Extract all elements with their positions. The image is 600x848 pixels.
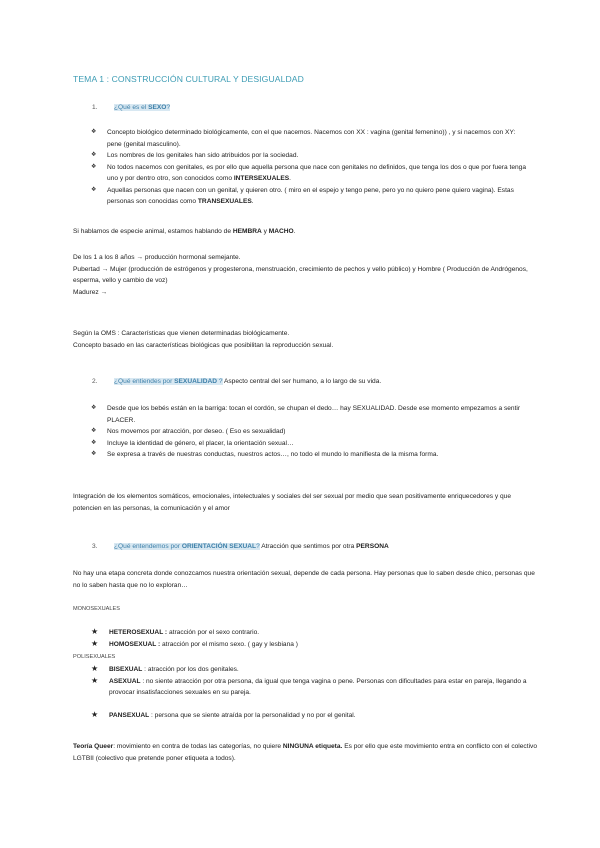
term: PANSEXUAL [109,711,150,719]
queer-paragraph [73,741,537,764]
sexualidad-bullet-list [91,403,531,461]
item-text: Desde que los bebés están en la barriga: tocan el cordón, se chupan el dedo… hay SEXUALIDAD. Desde ese momento empezamos a sentir PLACER. [107,405,521,424]
star-bullet-icon: ★ [91,675,99,685]
question-end: ? [166,104,171,111]
orientation-paragraph: No hay una etapa concreta donde conozcamos nuestra orientación sexual, depende de cada persona. Hay personas que lo saben desde chico, personas que no lo saben hasta que no lo exploran… [73,570,535,589]
question-number: 3. [92,543,98,550]
text: . [293,228,296,235]
definition: : persona que se siente atraída por la personalidad y no por el genital. [149,711,356,719]
line: Madurez → [73,288,108,296]
animal-paragraph [73,226,533,238]
question-answer: Atracción que sentimos por otra [259,543,357,550]
text: Si hablamos de especie animal, estamos hablando de [73,228,233,235]
diamond-bullet-icon: ❖ [91,163,97,170]
diamond-bullet-icon: ❖ [91,451,97,457]
item-keyword: TRANSEXUALES [197,198,252,205]
list-item [91,710,531,722]
list-item [91,449,531,461]
question-answer: Aspecto central del ser humano, a lo largo de su vida. [222,378,382,385]
text: Es por ello que este movimiento entra en conflicto con el colectivo LGTBII (colectivo que pretende poner etiqueta a todos). [73,743,537,762]
star-bullet-icon: ★ [91,638,99,648]
list-item [91,676,531,699]
diamond-bullet-icon: ❖ [91,129,97,135]
term: HETEROSEXUAL : [109,629,168,636]
question-text: ¿Qué entiendes por [114,378,175,385]
question-2 [92,378,381,385]
list-item [91,185,531,208]
diamond-bullet-icon: ❖ [91,186,97,193]
text: y [261,228,269,235]
term: ASEXUAL [109,677,141,685]
star-bullet-icon: ★ [91,627,99,636]
star-bullet-icon: ★ [91,664,99,673]
list-item [91,162,531,185]
question-text: ¿Qué entendemos por [114,543,182,550]
list-item [91,426,531,438]
question-number: 1. [92,104,98,111]
item-text: No todos nacemos con genitales, es por ello que aquella persona que nace con genitales no definidos, que tenga los dos o que por fuera tenga uno y por dentro otro, son conocidos como [107,163,526,182]
ages-paragraph [73,252,543,298]
keyword: HEMBRA [232,228,262,235]
monosexuales-label: MONOSEXUALES [73,606,120,612]
question-number: 2. [92,378,98,385]
definition: atracción por el mismo sexo. ( gay y lesbiana ) [160,640,298,648]
question-keyword: SEXO [148,104,167,111]
line: De los 1 a los 8 años → producción hormonal semejante. [73,254,241,261]
question-text: ¿Qué es el [114,104,149,111]
line: Concepto basado en las características biológicas que posibilitan la reproducción sexual. [73,341,334,349]
monosexuales-list [91,627,531,650]
diamond-bullet-icon: ❖ [91,152,97,158]
keyword: MACHO [268,228,294,235]
definition: : atracción por los dos genitales. [142,666,239,673]
item-text: Incluye la identidad de género, el placer, la orientación sexual… [107,439,294,447]
item-text: Aquellas personas que nacen con un genital, y quieren otro. ( miro en el espejo y tengo pene, pero yo no quiero pene quiero vagina). Estas personas son conocidas como [107,186,514,205]
term: BISEXUAL [109,666,143,673]
item-text: . [251,198,254,205]
question-answer-keyword: PERSONA [356,543,389,550]
list-item [91,639,531,651]
item-text: . [289,175,291,182]
line: Pubertad → Mujer (producción de estrógenos y progesterona, menstruación, crecimiento de pechos y vello público) y Hombre ( Producción de Andrógenos, esperma, vello y cambio de voz) [73,265,528,284]
line: Según la OMS : Características que vienen determinadas biológicamente. [73,330,290,337]
list-item [91,403,531,426]
sexo-bullet-list [91,127,531,208]
definition: atracción por el sexo contrario. [167,629,260,636]
item-text: Los nombres de los genitales han sido atribuidos por la sociedad. [107,152,299,159]
list-item [91,627,531,639]
polisexuales-list [91,664,531,721]
list-item [91,438,531,450]
diamond-bullet-icon: ❖ [91,405,97,411]
question-1 [92,104,170,111]
keyword: NINGUNA etiqueta. [282,743,343,750]
question-keyword: ORIENTACIÓN SEXUAL [181,543,257,550]
polisexuales-label: POLISEXUALES [73,654,116,660]
item-keyword: INTERSEXUALES [233,175,290,182]
term: Teoría Queer [73,743,114,750]
integration-paragraph: Integración de los elementos somáticos, emocionales, intelectuales y sociales del ser sexual por medio que sean positivamente enriquecedores y que potencien en las personas, la comunicación y el amor [73,493,511,512]
list-item [91,150,531,162]
question-keyword: SEXUALIDAD [174,378,217,385]
diamond-bullet-icon: ❖ [91,428,97,434]
star-bullet-icon: ★ [91,709,99,719]
text: : movimiento en contra de todas las categorías, no quiere [113,743,283,750]
list-item [91,664,531,676]
term: HOMOSEXUAL : [109,640,161,648]
list-item [91,127,531,150]
question-3 [92,543,389,550]
item-text: Nos movemos por atracción, por deseo. ( Eso es sexualidad) [107,428,286,435]
item-text: Se expresa a través de nuestras conductas, nuestros actos…, no todo el mundo lo manifiesta de la misma forma. [107,451,439,458]
question-end: ? [256,543,260,550]
definition: : no siente atracción por otra persona, da igual que tenga vagina o pene. Personas con dificultades para estar en pareja, llegando a provocar insatisfacciones sexuales en su pareja. [109,677,527,696]
question-end: ? [217,378,223,385]
oms-paragraph [73,328,543,351]
diamond-bullet-icon: ❖ [91,439,97,446]
page-title: TEMA 1 : CONSTRUCCIÓN CULTURAL Y DESIGUALDAD [73,74,304,84]
item-text: Concepto biológico determinado biológicamente, con el que nacemos. Nacemos con XX : vagina (genital femenino)) , y si nacemos con XY: pene (genital masculino). [107,129,516,148]
